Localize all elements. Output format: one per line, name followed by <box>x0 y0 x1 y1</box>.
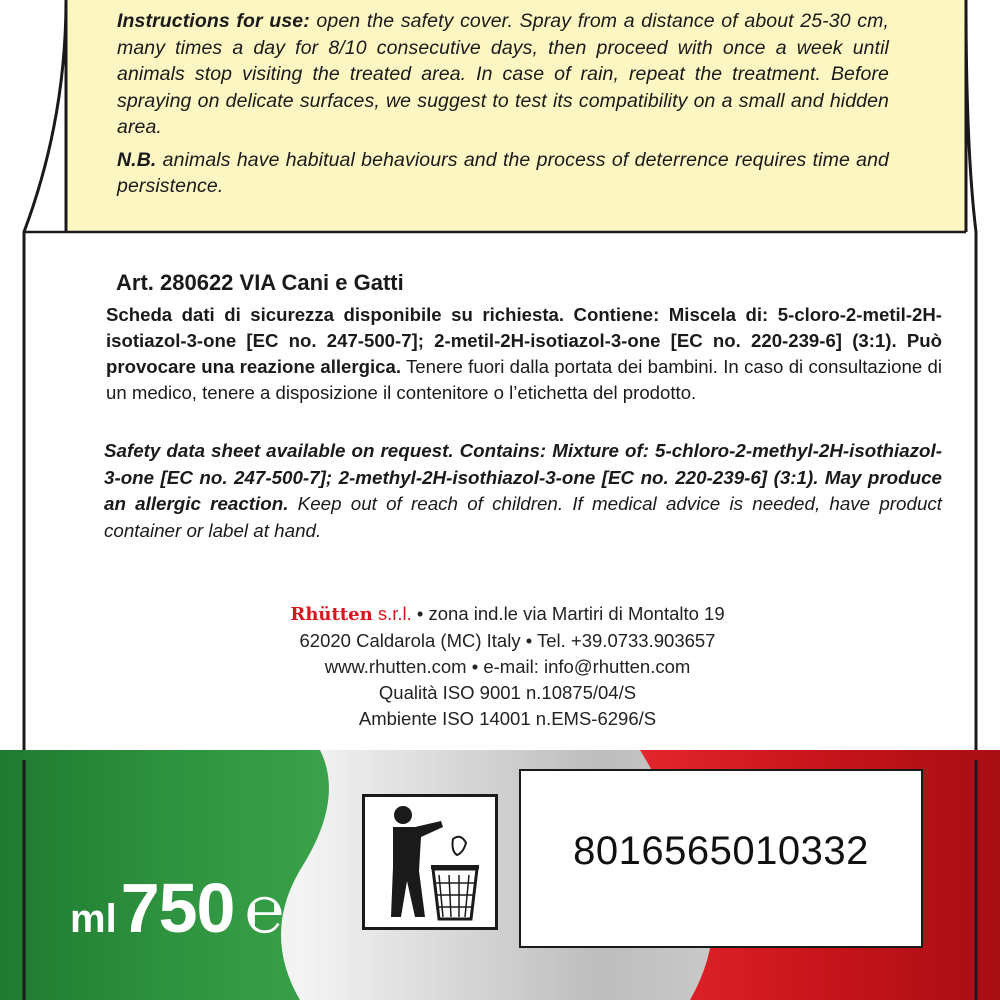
company-address-2: 62020 Caldarola (MC) Italy • Tel. +39.0733.903657 <box>299 630 716 651</box>
company-environment: Ambiente ISO 14001 n.EMS-6296/S <box>358 708 657 729</box>
italian-safety-regular: Tenere fuori dalla portata dei bambini. In caso di consultazione di un medico, tenere a disposizione il contenitore o l’etichetta del prodotto. <box>106 356 942 403</box>
company-quality: Qualità ISO 9001 n.10875/04/S <box>378 682 637 703</box>
company-info <box>220 601 795 732</box>
barcode-number: 8016565010332 <box>573 829 869 873</box>
company-web: www.rhutten.com • e-mail: info@rhutten.com <box>324 656 691 677</box>
english-safety-text <box>104 438 942 544</box>
english-safety-regular: Keep out of reach of children. If medical advice is needed, have product container or label at hand. <box>104 493 942 541</box>
barcode-area <box>519 769 923 948</box>
disposal-symbol-box <box>362 794 498 930</box>
instructions-text <box>117 8 889 206</box>
instructions-heading: Instructions for use: <box>117 10 310 32</box>
volume-quantity: 750 <box>120 869 235 947</box>
nb-heading: N.B. <box>117 148 157 171</box>
brand-logo: Rhütten <box>290 604 373 625</box>
volume-mark <box>70 868 284 949</box>
instructions-body: open the safety cover. Spray from a distance of about 25-30 cm, many times a day for 8/10 consecutive days, then proceed with once a week until animals stop visiting the treated area. In case of rain, repeat the treatment. Before spraying on delicate surfaces, we suggest to test its compatibility on a small and hidden area. <box>117 10 889 138</box>
volume-unit: ml <box>70 897 117 941</box>
nb-body: animals have habitual behaviours and the process of deterrence requires time and persistence. <box>117 148 889 197</box>
english-safety-bold: Safety data sheet available on request. Contains: Mixture of: 5-chloro-2-methyl-2H-isothiazol-3-one [EC no. 247-500-7]; 2-methyl-2H-isothiazol-3-one [EC no. 220-239-6] (3:1). May produce an allergic reaction. <box>104 440 942 514</box>
company-line-1 <box>220 601 795 628</box>
company-srl: s.r.l. <box>377 603 412 624</box>
article-title: Art. 280622 VIA Cani e Gatti <box>116 270 404 295</box>
company-address-1: • zona ind.le via Martiri di Montalto 19 <box>411 603 725 624</box>
tidyman-bin-icon <box>365 797 495 927</box>
italian-safety-text <box>106 302 942 406</box>
estimated-sign-icon: ℮ <box>244 871 285 948</box>
italian-safety-bold: Scheda dati di sicurezza disponibile su richiesta. Contiene: Miscela di: 5-cloro-2-metil-2H-isotiazol-3-one [EC no. 247-500-7]; 2-metil-2H-isotiazol-3-one [EC no. 220-239-6] (3:1). Può provocare una reazione allergica. <box>106 304 942 377</box>
